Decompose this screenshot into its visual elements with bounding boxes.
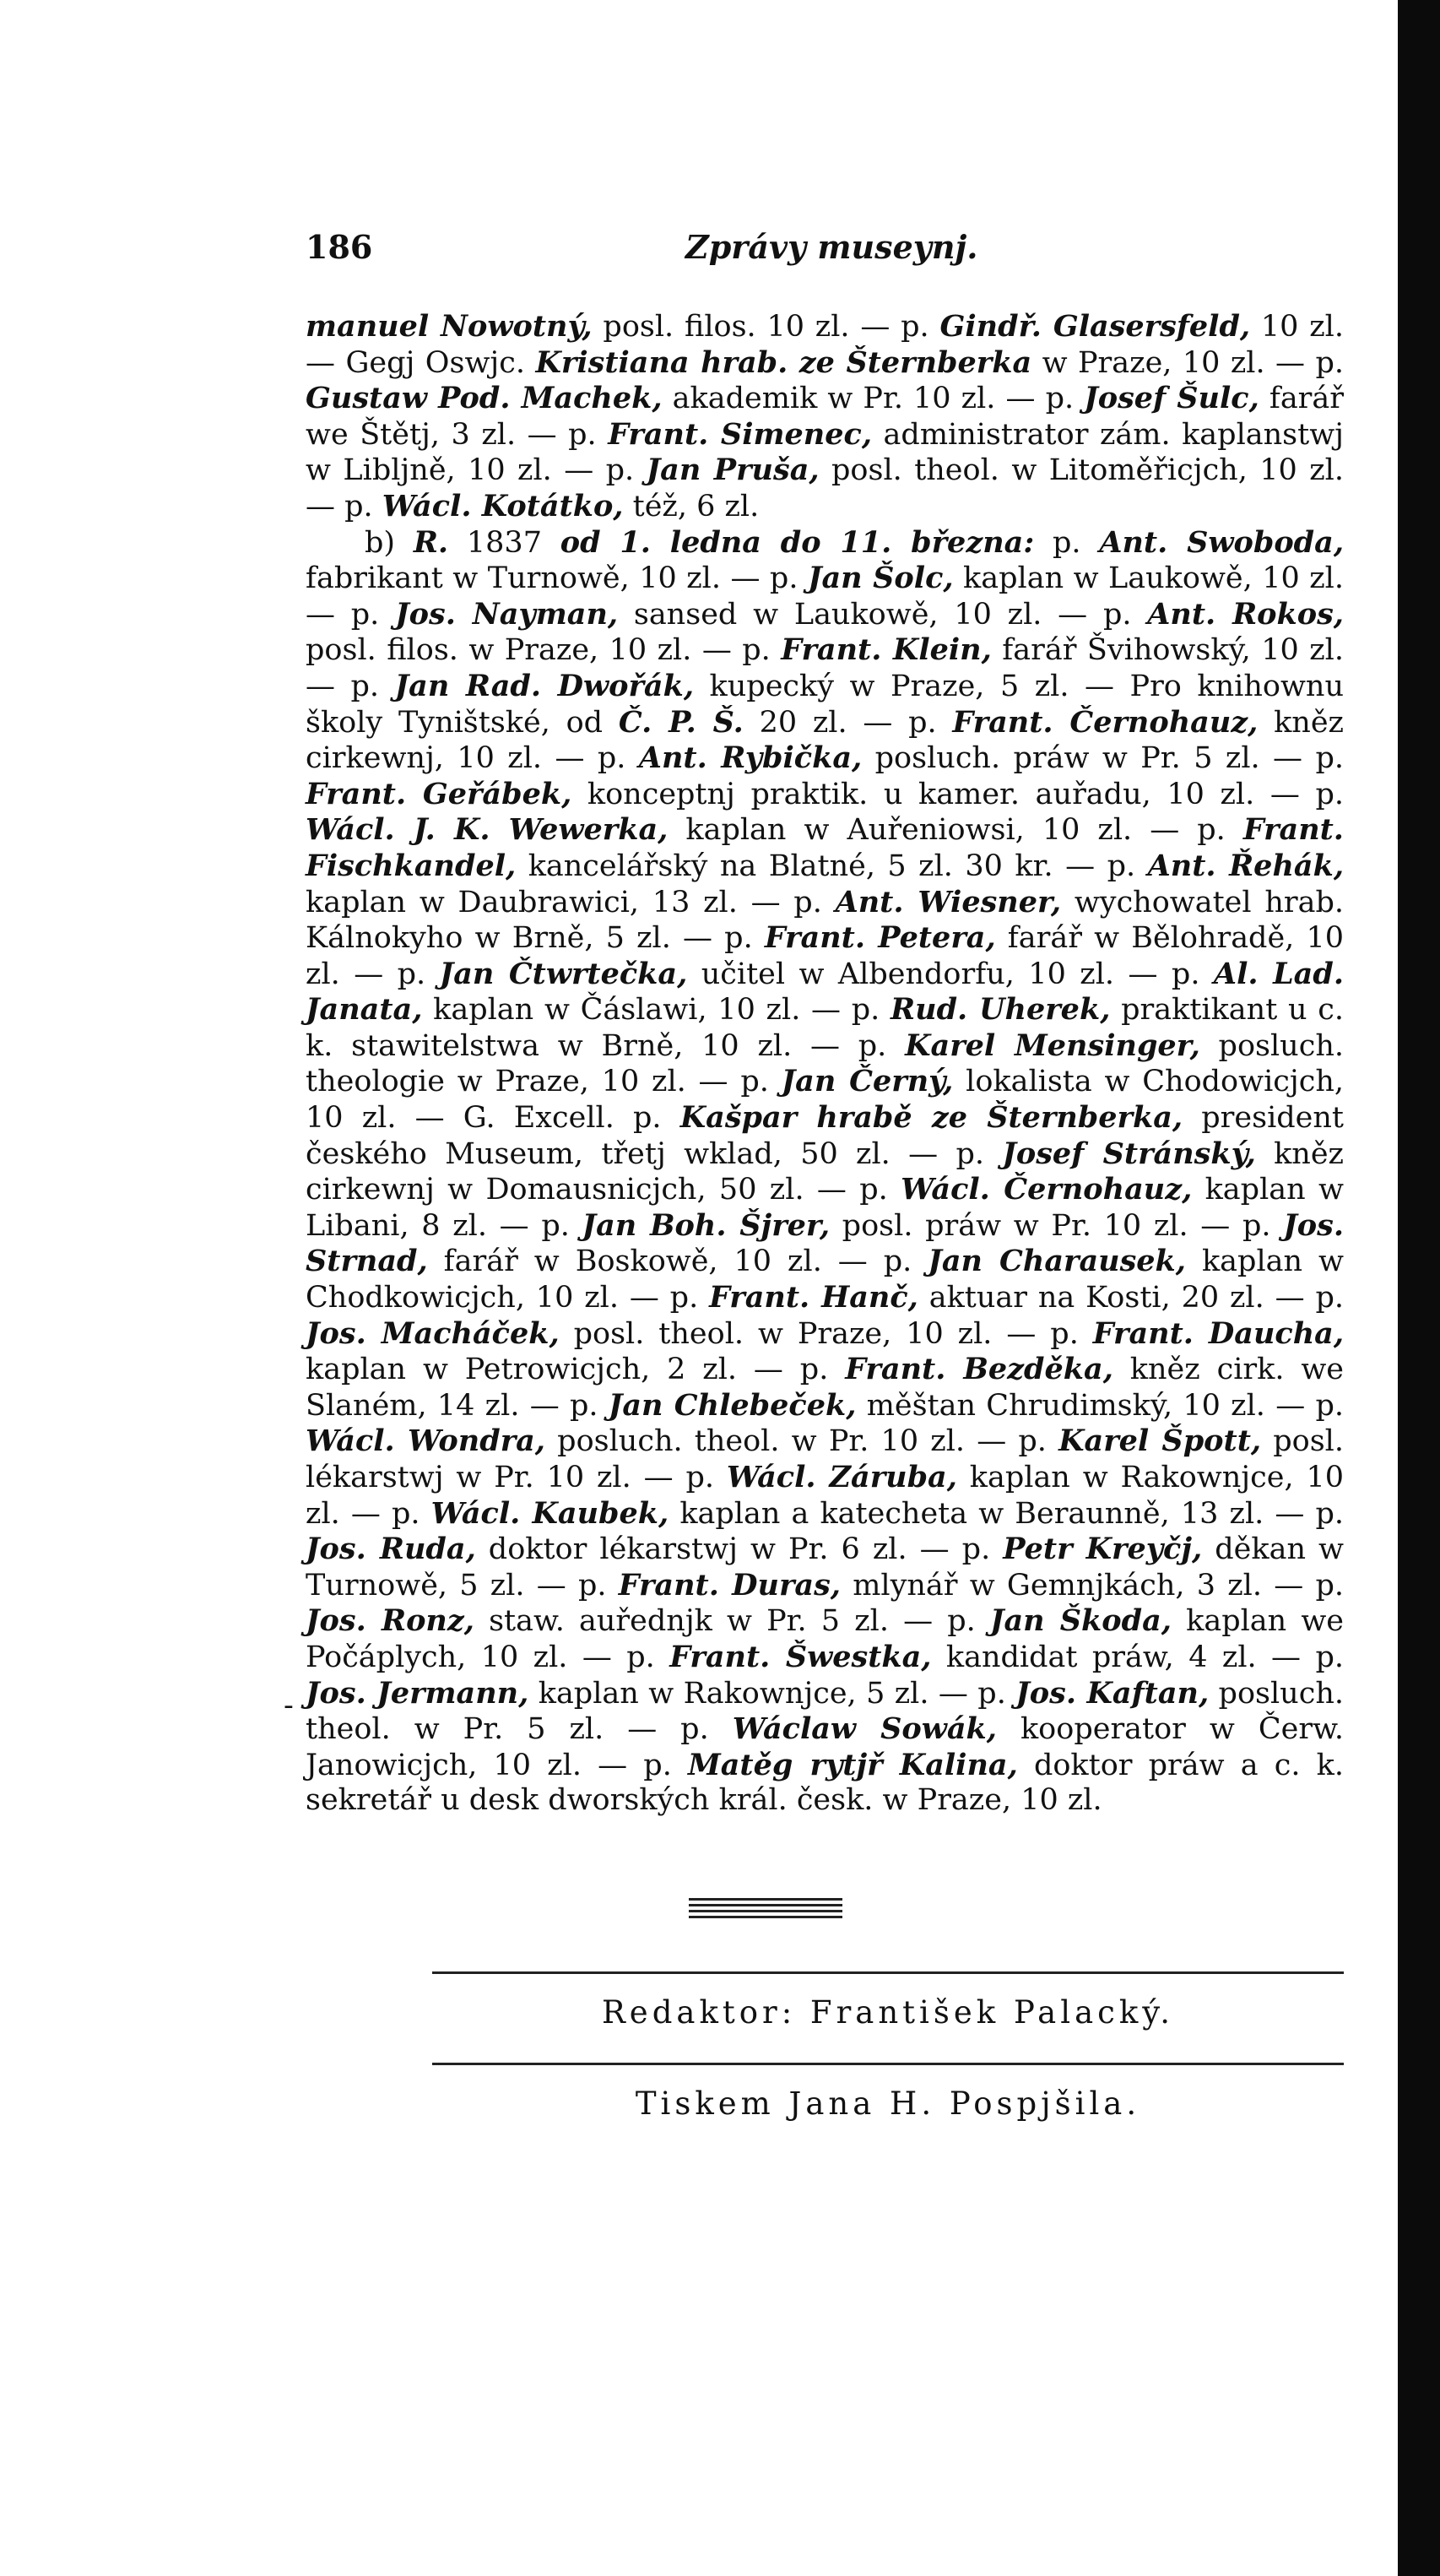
name-italic: Wácl. Záruba,: [726, 1460, 957, 1494]
text-run: kaplan w Petrowicjch, 2 zl. — p.: [306, 1353, 846, 1387]
name-italic: Frant. Hanč,: [709, 1280, 918, 1315]
name-italic: Kašpar hrabě ze Šternberka,: [679, 1100, 1183, 1136]
name-italic: Wáclaw Sowák,: [732, 1711, 997, 1747]
name-italic: Frant. Šwestka,: [669, 1639, 932, 1674]
name-italic: Jan Šolc,: [807, 561, 954, 596]
text-run: lokalista w Chodowicjch, 10 zl. — G. Excell. p.: [306, 1065, 1345, 1136]
name-italic: Wácl. Kotátko,: [382, 488, 624, 523]
text-run: kaplan w Čáslawi, 10 zl. — p.: [422, 993, 891, 1028]
text-run: kaplan w Libani, 8 zl. — p.: [306, 1173, 1344, 1243]
text-run: kancelářský na Blatné, 5 zl. 30 kr. — p.: [516, 849, 1148, 883]
name-italic: Kristiana hrab. ze Šternberka: [535, 344, 1032, 380]
text-run: konceptnj praktik. u kamer. auřadu, 10 zl. — p.: [571, 777, 1344, 811]
text-run: děkan w Turnowě, 5 zl. — p.: [306, 1532, 1344, 1603]
text-run: kaplan w Daubrawici, 13 zl. — p.: [306, 885, 836, 919]
name-italic: Gustaw Pod. Machek,: [306, 381, 663, 416]
text-run: posl. práw w Pr. 10 zl. — p.: [830, 1208, 1284, 1243]
name-italic: Ant. Rybička,: [638, 740, 863, 776]
text-run: kněz cirkewnj w Domausnicjch, 50 zl. — p.: [306, 1136, 1344, 1207]
text-run: wychowatel hrab. Kálnokyho w Brně, 5 zl. — p.: [306, 885, 1344, 956]
text-run: 20 zl. — p.: [743, 705, 953, 740]
text-run: posl. filos. 10 zl. — p.: [592, 310, 940, 344]
page-header: [306, 228, 1344, 275]
name-italic: Frant. Bezděka,: [845, 1352, 1113, 1387]
text-run: w Praze, 10 zl. — p.: [1031, 345, 1345, 380]
name-italic: Gindř. Glasersfeld,: [939, 309, 1251, 344]
paragraph-1837: [306, 525, 1344, 1819]
text-run: administrator zám. kaplanstwj w Libljně, 10 zl. — p.: [306, 417, 1345, 488]
name-italic: Jos. Strnad,: [306, 1207, 1344, 1279]
name-italic: Ant. Wiesner,: [835, 884, 1062, 919]
text-run: 10 zl. — Gegj Oswjc.: [306, 310, 1344, 380]
text-run: farář Švihowský, 10 zl. — p.: [306, 633, 1344, 703]
name-italic: Ant. Rokos,: [1147, 596, 1344, 632]
editor-credit: Redaktor: František Palacký.: [601, 1994, 1175, 2031]
text-run: posluch. theologie w Praze, 10 zl. — p.: [306, 1028, 1344, 1099]
text-run: kaplan a katecheta w Beraunně, 13 zl. — p.: [669, 1496, 1344, 1531]
text-run: posl. lékarstwj w Pr. 10 zl. — p.: [306, 1424, 1344, 1494]
text-run: farář w Boskowě, 10 zl. — p.: [427, 1245, 928, 1279]
text-run: posl. filos. w Praze, 10 zl. — p.: [306, 633, 782, 668]
name-italic: Jos. Nayman,: [395, 596, 619, 632]
text-run: posluch. theol. w Pr. 5 zl. — p.: [306, 1676, 1344, 1747]
name-italic: od 1. ledna do 11. března:: [560, 524, 1035, 560]
name-italic: Frant. Geřábek,: [306, 776, 572, 811]
name-italic: Ant. Swoboda,: [1099, 524, 1345, 560]
name-italic: Wácl. Wondra,: [306, 1424, 545, 1459]
name-italic: Jan Škoda,: [989, 1603, 1172, 1639]
name-italic: Frant. Petera,: [764, 920, 996, 956]
text-run: kaplan w Laukowě, 10 zl. — p.: [306, 561, 1344, 632]
name-italic: Frant. Simenec,: [608, 416, 873, 452]
text-run: doktor lékarstwj w Pr. 6 zl. — p.: [475, 1532, 1004, 1567]
scan-border: [1398, 0, 1440, 2576]
name-italic: Frant. Fischkandel,: [306, 812, 1344, 883]
name-italic: Frant. Černohauz,: [952, 704, 1259, 740]
name-italic: Jan Pruša,: [646, 453, 820, 488]
name-italic: Petr Kreyčj,: [1003, 1532, 1203, 1567]
divider-rule: [432, 1971, 1344, 1974]
text-run: kupecký w Praze, 5 zl. — Pro knihownu školy Tyništské, od: [306, 669, 1344, 740]
body-text: [306, 309, 1344, 1819]
name-italic: Jos. Kaftan,: [1015, 1675, 1210, 1711]
name-italic: Jan Černý,: [781, 1064, 954, 1099]
ornamental-rule: [689, 1898, 842, 1918]
text-run: posluch. práw w Pr. 5 zl. — p.: [862, 741, 1344, 776]
name-italic: Jos. Jermann,: [306, 1675, 529, 1711]
name-italic: Jos. Macháček,: [306, 1315, 560, 1351]
text-run: farář w Bělohradě, 10 zl. — p.: [306, 921, 1344, 991]
name-italic: Josef Stránský,: [1002, 1136, 1256, 1171]
text-run: praktikant u c. k. stawitelstwa w Brně, 10 zl. — p.: [306, 993, 1344, 1063]
name-italic: Karel Špott,: [1058, 1424, 1262, 1459]
text-run: fabrikant w Turnowě, 10 zl. — p.: [306, 561, 808, 596]
printer-credit: Tiskem Jana H. Pospjšila.: [635, 2085, 1141, 2122]
name-italic: Jan Charausek,: [928, 1244, 1186, 1279]
margin-mark: -: [284, 1689, 294, 1722]
name-italic: Frant. Klein,: [781, 632, 992, 668]
running-head: Zprávy museynj.: [685, 228, 978, 266]
name-italic: Jan Rad. Dwořák,: [394, 668, 695, 703]
text-run: 1837: [448, 525, 560, 560]
text-run: kaplan w Rakownjce, 10 zl. — p.: [306, 1461, 1344, 1531]
page-content: [306, 228, 1344, 1819]
text-run: aktuar na Kosti, 20 zl. — p.: [918, 1281, 1344, 1315]
text-run: farář we Štětj, 3 zl. — p.: [306, 382, 1345, 452]
text-run: doktor práw a c. k. sekretář u desk dworských král. česk. w Praze, 10 zl.: [306, 1748, 1345, 1818]
name-italic: Karel Mensinger,: [905, 1028, 1200, 1063]
name-italic: Jan Boh. Šjrer,: [582, 1207, 830, 1243]
page-number: 186: [306, 228, 373, 266]
text-run: b): [365, 525, 414, 560]
name-italic: Wácl. Kaubek,: [430, 1495, 669, 1531]
text-run: mlynář w Gemnjkách, 3 zl. — p.: [840, 1568, 1344, 1603]
name-italic: Wácl. Černohauz,: [901, 1172, 1193, 1207]
text-run: president českého Museum, třetj wklad, 50 zl. — p.: [306, 1101, 1344, 1171]
text-run: kněz cirkewnj, 10 zl. — p.: [306, 705, 1344, 776]
paragraph-continuation: [306, 309, 1344, 525]
text-run: kaplan w Auřeniowsi, 10 zl. — p.: [668, 813, 1243, 848]
text-run: učitel w Albendorfu, 10 zl. — p.: [687, 957, 1214, 991]
name-italic: Josef Šulc,: [1084, 381, 1259, 416]
divider-rule: [432, 2063, 1344, 2065]
name-italic: Frant. Daucha,: [1092, 1315, 1345, 1351]
name-italic: Č. P. Š.: [618, 704, 744, 740]
name-italic: Jan Čtwrtečka,: [439, 956, 688, 991]
name-italic: Jos. Ronz,: [306, 1603, 474, 1639]
name-italic: Rud. Uherek,: [891, 992, 1111, 1028]
text-run: kandidat práw, 4 zl. — p.: [931, 1640, 1344, 1674]
name-italic: Matěg rytjř Kalina,: [687, 1747, 1018, 1782]
text-run: měštan Chrudimský, 10 zl. — p.: [856, 1388, 1344, 1423]
text-run: kaplan we Počáplych, 10 zl. — p.: [306, 1604, 1345, 1674]
text-run: p.: [1034, 525, 1100, 560]
text-run: staw. auřednjk w Pr. 5 zl. — p.: [474, 1604, 990, 1639]
text-run: též, 6 zl.: [623, 489, 760, 523]
text-run: posl. theol. w Praze, 10 zl. — p.: [559, 1316, 1093, 1351]
text-run: akademik w Pr. 10 zl. — p.: [662, 382, 1085, 416]
text-run: kaplan w Rakownjce, 5 zl. — p.: [528, 1676, 1016, 1711]
name-italic: Jos. Ruda,: [306, 1532, 476, 1567]
text-run: kaplan w Chodkowicjch, 10 zl. — p.: [306, 1245, 1344, 1315]
name-italic: Ant. Řehák,: [1147, 848, 1344, 883]
text-run: posl. theol. w Litoměřicjch, 10 zl. — p.: [306, 453, 1344, 523]
name-italic: Wácl. J. K. Wewerka,: [306, 812, 669, 848]
name-italic: Frant. Duras,: [618, 1567, 841, 1603]
text-run: sansed w Laukowě, 10 zl. — p.: [618, 597, 1148, 632]
text-run: posluch. theol. w Pr. 10 zl. — p.: [545, 1424, 1059, 1459]
name-italic: Jan Chlebeček,: [608, 1387, 857, 1423]
name-italic: Al. Lad. Janata,: [306, 956, 1345, 1028]
text-run: kněz cirk. we Slaném, 14 zl. — p.: [306, 1353, 1345, 1423]
name-italic: manuel Nowotný,: [306, 309, 593, 344]
name-italic: R.: [413, 524, 449, 560]
text-run: kooperator w Čerw. Janowicjch, 10 zl. — p.: [306, 1712, 1344, 1782]
